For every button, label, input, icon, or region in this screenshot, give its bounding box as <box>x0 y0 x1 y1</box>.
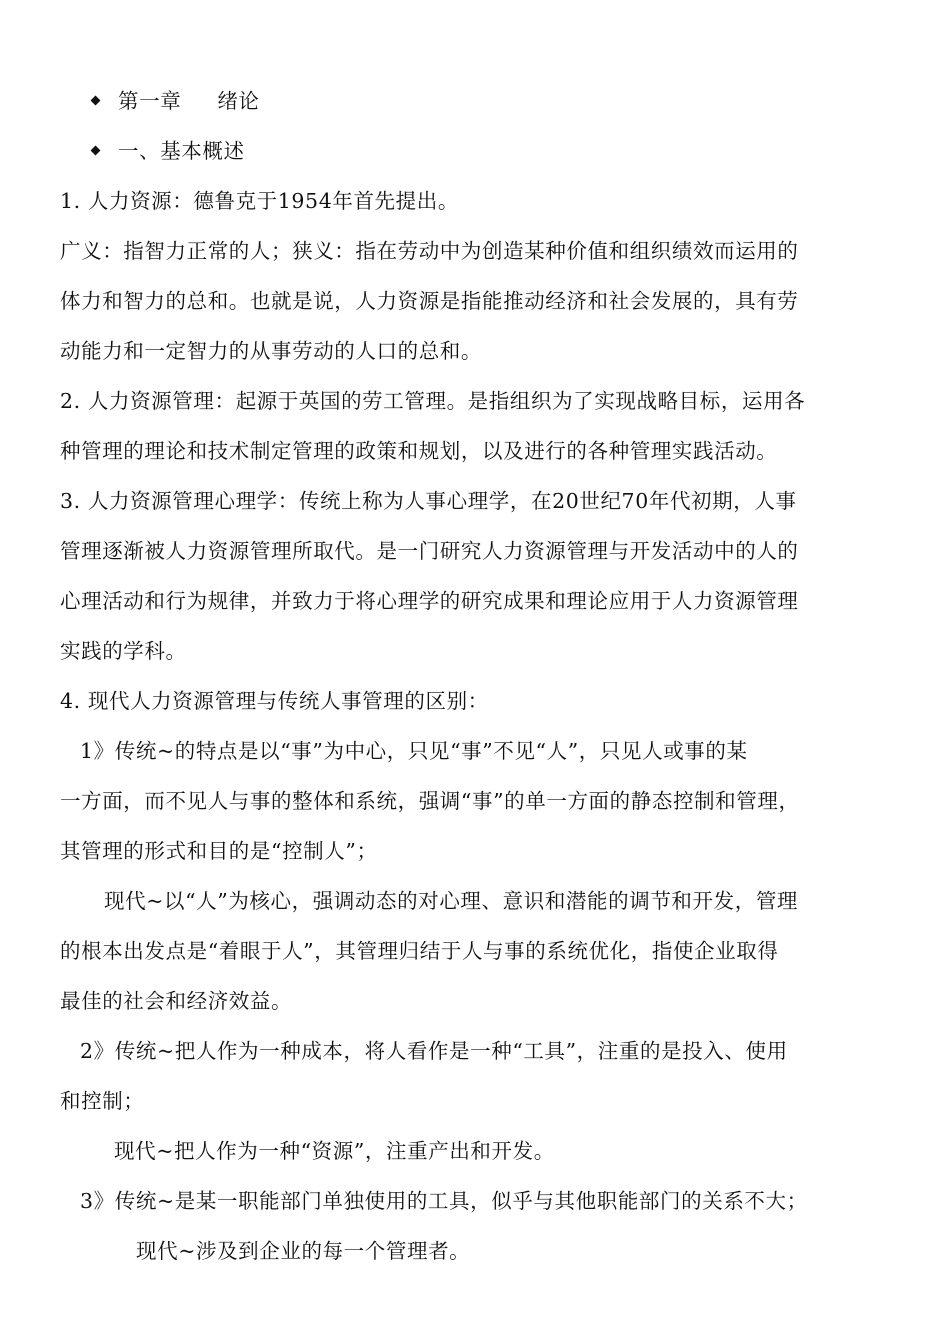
bullet-diamond-icon <box>91 146 101 156</box>
paragraph-line: 1. 人力资源：德鲁克于1954年首先提出。 <box>60 189 459 213</box>
paragraph-line: 广义：指智力正常的人；狭义：指在劳动中为创造某种价值和组织绩效而运用的 <box>60 239 799 263</box>
bullet-diamond-icon <box>91 96 101 106</box>
paragraph-line: 种管理的理论和技术制定管理的政策和规划，以及进行的各种管理实践活动。 <box>60 439 778 463</box>
paragraph-line: 3. 人力资源管理心理学：传统上称为人事心理学，在20世纪70年代初期，人事 <box>60 489 797 513</box>
paragraph-line: 实践的学科。 <box>60 639 187 663</box>
paragraph-line: 现代~涉及到企业的每一个管理者。 <box>136 1239 471 1263</box>
paragraph-line: 管理逐渐被人力资源管理所取代。是一门研究人力资源管理与开发活动中的人的 <box>60 539 799 563</box>
section-heading: 一、基本概述 <box>118 139 245 163</box>
chapter-heading <box>118 86 948 116</box>
paragraph-line: 其管理的形式和目的是“控制人”； <box>60 839 378 863</box>
paragraph-line: 现代~以“人”为核心，强调动态的对心理、意识和潜能的调节和开发，管理 <box>104 889 799 913</box>
paragraph-line: 和控制； <box>60 1089 145 1113</box>
paragraph-line: 最佳的社会和经济效益。 <box>60 989 293 1013</box>
paragraph-line: 心理活动和行为规律，并致力于将心理学的研究成果和理论应用于人力资源管理 <box>60 589 799 613</box>
paragraph-line: 4. 现代人力资源管理与传统人事管理的区别： <box>60 689 489 713</box>
chapter-label: 第一章 <box>118 89 182 113</box>
paragraph-line: 1》传统~的特点是以“事”为中心，只见“事”不见“人”，只见人或事的某 <box>80 739 748 763</box>
paragraph-line: 3》传统~是某一职能部门单独使用的工具，似乎与其他职能部门的关系不大； <box>80 1189 808 1213</box>
paragraph-line: 2. 人力资源管理：起源于英国的劳工管理。是指组织为了实现战略目标，运用各 <box>60 389 806 413</box>
paragraph-line: 体力和智力的总和。也就是说，人力资源是指能推动经济和社会发展的，具有劳 <box>60 289 799 313</box>
paragraph-line: 2》传统~把人作为一种成本，将人看作是一种“工具”，注重的是投入、使用 <box>80 1039 788 1063</box>
paragraph-line: 现代~把人作为一种“资源”，注重产出和开发。 <box>114 1139 555 1163</box>
paragraph-line: 动能力和一定智力的从事劳动的人口的总和。 <box>60 339 482 363</box>
chapter-title: 绪论 <box>217 89 260 113</box>
paragraph-line: 的根本出发点是“着眼于人”，其管理归结于人与事的系统优化，指使企业取得 <box>60 939 779 963</box>
paragraph-line: 一方面，而不见人与事的整体和系统，强调“事”的单一方面的静态控制和管理， <box>60 789 800 813</box>
